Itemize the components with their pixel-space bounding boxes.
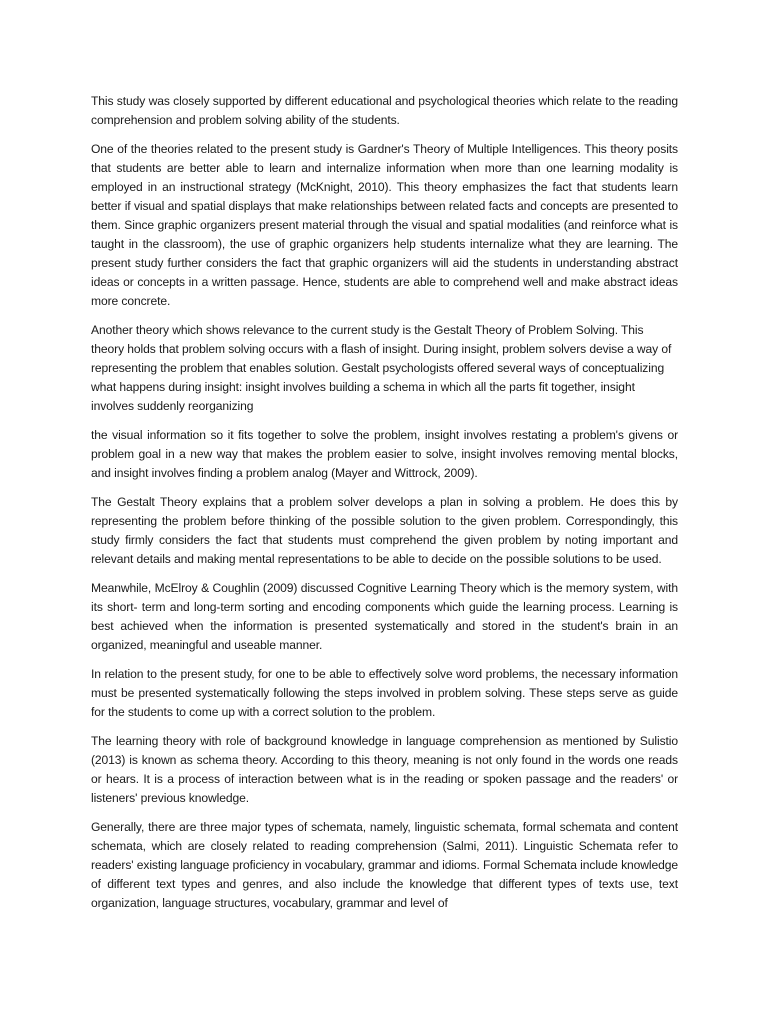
paragraph-intro: This study was closely supported by different educational and psychological theories which relate to the reading comprehension and problem solving ability of the students.: [91, 94, 678, 127]
paragraph-schemata-types: Generally, there are three major types of schemata, namely, linguistic schemata, formal schemata and content schemata, which are closely related to reading comprehension (Salmi, 2011). Linguistic Schemata refer to readers' existing language proficiency in vocabulary, grammar and idioms. Formal Schemata include knowledge of different text types and genres, and also include the knowledge that different types of texts use, text organization, language structures, vocabulary, grammar and level of: [91, 820, 678, 910]
document-page: [91, 92, 678, 923]
paragraph-word-problems: In relation to the present study, for one to be able to effectively solve word problems, the necessary information must be presented systematically following the steps involved in problem solving. These steps serve as guide for the students to come up with a correct solution to the problem.: [91, 667, 678, 719]
paragraph-multiple-intelligences: One of the theories related to the present study is Gardner's Theory of Multiple Intelligences. This theory posits that students are better able to learn and internalize information when more than one learning modality is employed in an instructional strategy (McKnight, 2010). This theory emphasizes the fact that students learn better if visual and spatial displays that make relationships between related facts and concepts are presented to them. Since graphic organizers present material through the visual and spatial modalities (and reinforce what is taught in the classroom), the use of graphic organizers help students internalize what they are learning. The present study further considers the fact that graphic organizers will aid the students in understanding abstract ideas or concepts in a written passage. Hence, students are able to comprehend well and make abstract ideas more concrete.: [91, 142, 678, 308]
paragraph-gestalt-plan: The Gestalt Theory explains that a problem solver develops a plan in solving a problem. He does this by representing the problem before thinking of the possible solution to the given problem. Correspondingly, this study firmly considers the fact that students must comprehend the given problem by noting important and relevant details and making mental representations to be able to decide on the possible solutions to be used.: [91, 495, 678, 566]
paragraph-gestalt-theory: Another theory which shows relevance to the current study is the Gestalt Theory of Problem Solving. This theory holds that problem solving occurs with a flash of insight. During insight, problem solvers devise a way of representing the problem that enables solution. Gestalt psychologists offered several ways of conceptualizing what happens during insight: insight involves building a schema in which all the parts fit together, insight involves suddenly reorganizing: [91, 323, 672, 413]
paragraph-schema-theory: The learning theory with role of background knowledge in language comprehension as mentioned by Sulistio (2013) is known as schema theory. According to this theory, meaning is not only found in the words one reads or hears. It is a process of interaction between what is in the reading or spoken passage and the readers' or listeners' previous knowledge.: [91, 734, 678, 805]
paragraph-insight-continued: the visual information so it fits together to solve the problem, insight involves restating a problem's givens or problem goal in a new way that makes the problem easier to solve, insight involves removing mental blocks, and insight involves finding a problem analog (Mayer and Wittrock, 2009).: [91, 428, 678, 480]
paragraph-cognitive-learning: Meanwhile, McElroy & Coughlin (2009) discussed Cognitive Learning Theory which is the memory system, with its short- term and long-term sorting and encoding components which guide the learning process. Learning is best achieved when the information is presented systematically and stored in the student's brain in an organized, meaningful and useable manner.: [91, 581, 678, 652]
